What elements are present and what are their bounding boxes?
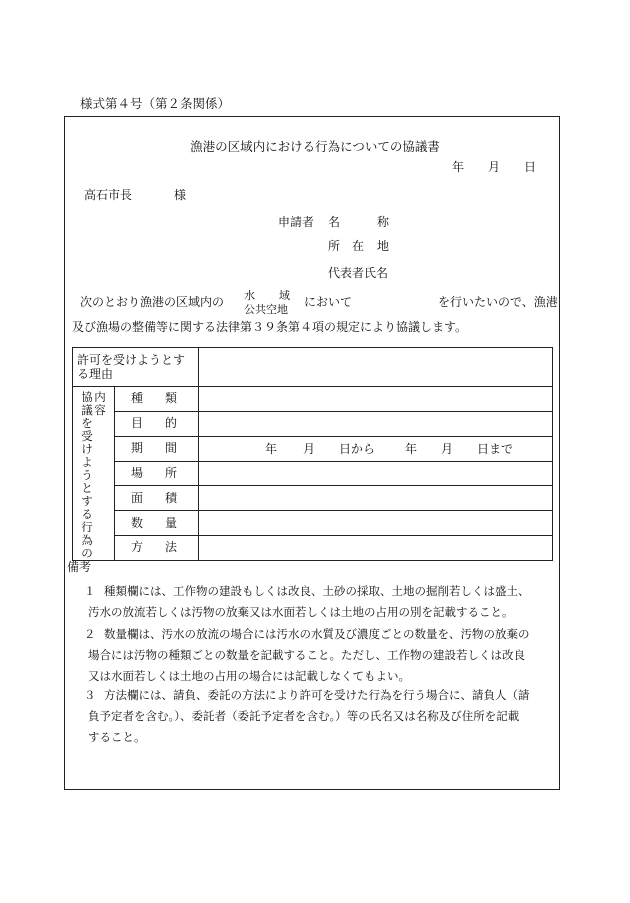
group-label-char: る — [81, 507, 93, 521]
row-label-char: 法 — [165, 540, 178, 555]
group-label-char: の — [81, 546, 93, 560]
row-label-char: 目 — [131, 416, 144, 431]
row-label-quantity — [115, 511, 199, 536]
group-label-char: す — [81, 494, 93, 508]
remark-number: ２ — [84, 627, 96, 641]
group-label-char: 議 — [81, 403, 93, 417]
group-label-cell — [73, 387, 115, 561]
option-water-char-2: 域 — [279, 289, 290, 302]
remark-line: 種類欄には、工作物の建設もしくは改良、土砂の採取、土地の掘削若しくは盛土、 — [104, 584, 530, 598]
table-row — [73, 511, 553, 536]
row-label-char: 面 — [131, 490, 144, 505]
group-label-char: を — [81, 416, 93, 430]
document-title: 漁港の区域内における行為についての協議書 — [190, 139, 440, 154]
option-water-char-1: 水 — [244, 289, 255, 302]
row-label-char: 場 — [131, 465, 144, 480]
body-line1-b: において — [304, 295, 353, 309]
addressee-name: 高石市長 — [84, 188, 133, 202]
table-row — [73, 387, 553, 412]
remark-line: 汚水の放流若しくは汚物の放棄又は水面若しくは土地の占用の別を記載すること。 — [88, 605, 514, 619]
period-from-month: 月 — [303, 441, 316, 456]
date-month: 月 — [488, 160, 501, 174]
group-label-char: 内 — [94, 390, 106, 404]
remark-line: すること。 — [88, 730, 146, 744]
row-label-char: 量 — [165, 515, 178, 530]
applicant-address-char-1: 所 — [328, 239, 341, 253]
remark-line: 負予定者を含む。）、委託者（委託予定者を含む。）等の氏名又は名称及び住所を記載 — [88, 709, 520, 723]
form-number: 様式第４号（第２条関係） — [80, 96, 231, 111]
table-row — [73, 461, 553, 486]
remark-line: 場合には汚物の種類ごとの数量を記載すること。ただし、工作物の建設若しくは改良 — [88, 648, 525, 662]
row-label-char: 数 — [131, 515, 144, 530]
row-label-method — [115, 536, 199, 561]
remark-number: １ — [84, 584, 96, 598]
period-to-month: 月 — [441, 441, 454, 456]
table-row — [73, 486, 553, 511]
row-value-area[interactable] — [199, 486, 553, 511]
group-label-char: 協 — [81, 390, 93, 404]
row-label-char: 方 — [131, 540, 144, 555]
row-value-place[interactable] — [199, 461, 553, 486]
table-row — [73, 536, 553, 561]
row-label-purpose — [115, 411, 199, 436]
row-label-place — [115, 461, 199, 486]
option-land: 公共空地 — [244, 303, 288, 316]
remark-line: 又は水面若しくは土地の占用の場合には記載しなくてもよい。 — [88, 669, 410, 683]
table-row-reason — [73, 348, 553, 387]
table-row — [73, 436, 553, 461]
applicant-address-char-3: 地 — [377, 239, 390, 253]
group-label-char: う — [81, 468, 93, 482]
remark-number: ３ — [84, 688, 96, 702]
period-from-day: 日から — [339, 441, 376, 456]
date-year: 年 — [452, 160, 465, 174]
period-from-year: 年 — [265, 441, 278, 456]
group-label-char: 容 — [94, 403, 106, 417]
period-to-year: 年 — [405, 441, 418, 456]
row-label-char: 間 — [165, 441, 178, 456]
row-label-type — [115, 387, 199, 412]
group-label-char: 行 — [81, 520, 93, 534]
row-label-char: 類 — [165, 391, 178, 406]
group-label-char: け — [81, 442, 93, 456]
row-label-char: 的 — [165, 416, 178, 431]
remark-line: 数量欄は、汚水の放流の場合には汚水の水質及び濃度ごとの数量を、汚物の放棄の — [104, 627, 530, 641]
applicant-name-char-2: 称 — [377, 215, 390, 229]
addressee-honorific: 様 — [174, 188, 187, 202]
addressee — [84, 189, 186, 201]
reason-label-cell — [73, 348, 199, 387]
row-label-area — [115, 486, 199, 511]
group-label-char: よ — [81, 455, 93, 469]
reason-label: 許可を受けようとする理由 — [77, 353, 186, 381]
row-value-type[interactable] — [199, 387, 553, 412]
applicant-address-char-2: 在 — [352, 239, 365, 253]
applicant-representative: 代表者氏名 — [328, 266, 389, 280]
group-label-char: 受 — [81, 429, 93, 443]
remarks-title: 備考 — [67, 560, 92, 574]
group-label-char: 為 — [81, 533, 93, 547]
group-label-col2 — [94, 391, 107, 417]
row-value-period[interactable] — [199, 436, 553, 461]
period-to-day: 日まで — [477, 441, 514, 456]
applicant-label: 申請者 — [278, 215, 315, 229]
row-value-purpose[interactable] — [199, 411, 553, 436]
date-day: 日 — [524, 160, 537, 174]
row-label-char: 所 — [165, 465, 178, 480]
row-label-char: 種 — [131, 391, 144, 406]
row-value-method[interactable] — [199, 536, 553, 561]
body-line1-a: 次のとおり漁港の区域内の — [80, 295, 225, 309]
reason-value-cell[interactable] — [199, 348, 553, 387]
row-label-char: 期 — [131, 441, 144, 456]
body-line1-c: を行いたいので、漁港 — [438, 295, 558, 309]
remark-line: 方法欄には、請負、委託の方法により許可を受けた行為を行う場合に、請負人（請 — [104, 688, 530, 702]
body-line2: 及び漁場の整備等に関する法律第３９条第４項の規定により協議します。 — [72, 320, 468, 334]
group-label-col1 — [81, 391, 94, 560]
table-row — [73, 411, 553, 436]
applicant-name-char-1: 名 — [328, 215, 341, 229]
row-label-period — [115, 436, 199, 461]
group-label-char: と — [81, 481, 93, 495]
row-value-quantity[interactable] — [199, 511, 553, 536]
row-label-char: 積 — [165, 490, 178, 505]
application-table — [72, 347, 553, 561]
